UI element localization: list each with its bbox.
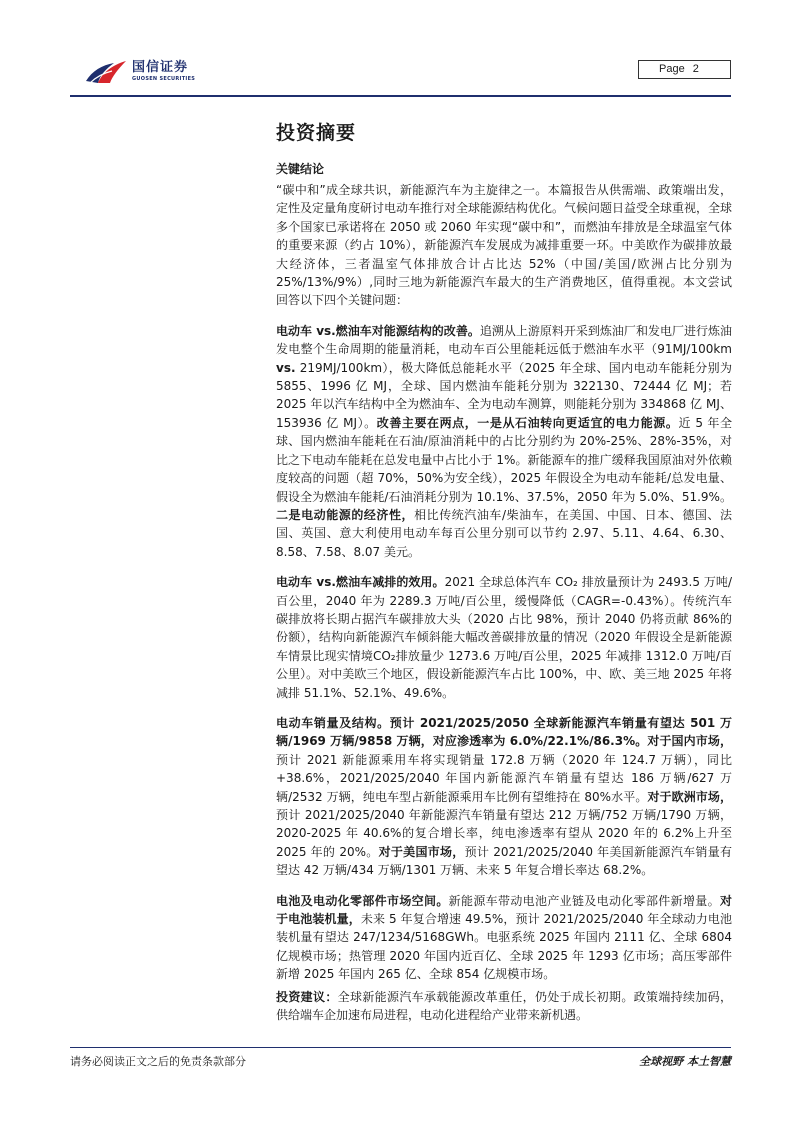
text-span: 219MJ/100km），极大降低总能耗水平（2025 年全球、国内电动车能耗分别为 5855、1996 亿 MJ，全球、国内燃油车能耗分别为 322130、72444 亿 MJ；若 2025 年以汽车结构中全为燃油车、全为电动车测算，则能耗分别为 334868 亿 MJ、153936 亿 MJ）。 — [276, 360, 732, 430]
footer-slogan: 全球视野 本土智慧 — [639, 1055, 731, 1068]
text-span: 近 5 年全球、国内燃油车能耗在石油/原油消耗中的占比分别约为 20%-25%、28%-35%，对比之下电动车能耗在总发电量中占比小于 1%。新能源车的推广缓释我国原油对外依赖度较高的问题（超 70%，50%为安全线），2025 年假设全为电动车能耗/总发电量、假设全为燃油车能耗/石油消耗分别为 10.1%、37.5%，2050 年为 5.0%、51.9%。 — [276, 415, 732, 504]
page-label: Page — [659, 63, 685, 75]
page-title: 投资摘要 — [276, 122, 357, 144]
battery-paragraph — [276, 892, 732, 984]
logo-cn-text: 国信证券 — [132, 59, 189, 75]
page-number-box — [638, 60, 731, 79]
emission-heading: 电动车 vs.燃油车减排的效用。 — [276, 575, 445, 590]
header-divider — [70, 95, 731, 97]
guosen-logo-icon — [84, 57, 128, 85]
text-span: 全球新能源汽车承载能源改革重任，仍处于成长初期。政策端持续加码，供给端车企加速布局进程，电动化进程给产业带来新机遇。 — [276, 989, 732, 1023]
intro-paragraph: “碳中和”成全球共识，新能源汽车为主旋律之一。本篇报告从供需端、政策端出发，定性及定量角度研讨电动车推行对全球能源结构优化。气候问题日益受全球重视，全球多个国家已承诺将在 2050 或 2060 年实现“碳中和”，而燃油车排放是全球温室气体的重要来源（约占 10%），新能源汽车发展成为减排重要一环。中美欧作为碳排放最大经济体，三者温室气体排放合计占比达 52%（中国/美国/欧洲占比分别为 25%/13%/9%）,同时三地为新能源汽车最大的生产消费地区，值得重视。本文尝试回答以下四个关键问题： — [276, 183, 733, 308]
main-content — [276, 118, 732, 1036]
text-span: 追溯从上游原料开采到炼油厂和发电厂进行炼油发电整个生命周期的能量消耗，电动车百公里能耗远低于燃油车水平（91MJ/100km — [276, 323, 732, 357]
text-span: vs. — [276, 360, 296, 375]
text-span: 相比传统汽油车/柴油车，在美国、中国、日本、德国、法国、英国、意大利使用电动车每百公里分别可以节约 2.97、5.11、4.64、6.30、8.58、7.58、8.07 美元。 — [276, 507, 732, 559]
company-logo — [84, 55, 204, 87]
sales-heading: 电动车销量及结构。预计 2021/2025/2050 全球新能源汽车销量有望达 501 万辆/1969 万辆/9858 万辆，对应渗透率为 6.0%/22.1%/86.3%。对于国内市场， — [276, 715, 732, 749]
text-span: 改善主要在两点，一是从石油转向更适宜的电力能源。 — [376, 415, 679, 430]
battery-heading: 电池及电动化零部件市场空间。 — [276, 893, 449, 908]
logo-en-text: GUOSEN SECURITIES — [132, 75, 196, 82]
text-span: 二是电动能源的经济性， — [276, 507, 415, 522]
emission-paragraph — [276, 573, 732, 702]
text-span: 对于欧洲市场， — [647, 789, 732, 804]
sales-paragraph — [276, 714, 732, 880]
page-number: 2 — [692, 63, 699, 75]
footer-disclaimer: 请务必阅读正文之后的免责条款部分 — [70, 1055, 246, 1068]
investment-advice-paragraph — [276, 988, 732, 1025]
text-span: 2021 全球总体汽车 CO₂ 排放量预计为 2493.5 万吨/百公里，2040 年为 2289.3 万吨/百公里，缓慢降低（CAGR=-0.43%）。传统汽车碳排放将长期占据汽车碳排放大头（2020 占比 98%，预计 2040 仍将贡献 86%的份额），结构向新能源汽车倾斜能大幅改善碳排放量的情况（2020 年假设全是新能源车情景比现实情境CO₂排放量少 1273.6 万吨/百公里，2025 年减排 1312.0 万吨/百公里）。对中美欧三个地区，假设新能源汽车占比 100%，中、欧、美三地 2025 年将减排 51.1%、52.1%、49.6%。 — [276, 575, 733, 700]
section-subtitle: 关键结论 — [276, 162, 325, 176]
text-span: 未来 5 年复合增速 49.5%，预计 2021/2025/2040 年全球动力电池装机量有望达 247/1234/5168GWh。电驱系统 2025 年国内 2111 亿、全球 6804 亿规模市场；热管理 2020 年国内近百亿、全球 2025 年 1293 亿市场；高压零部件新增 2025 年国内 265 亿、全球 854 亿规模市场。 — [276, 912, 732, 982]
text-span: 对于电池装机量， — [276, 893, 732, 927]
text-span: 对于美国市场， — [378, 844, 465, 859]
footer-divider — [70, 1047, 731, 1048]
text-span: 预计 2021/2025/2040 年新能源汽车销量有望达 212 万辆/752 万辆/1790 万辆，2020-2025 年 40.6%的复合增长率，纯电渗透率有望从 2020 年的 6.2%上升至 2025 年的 20%。 — [276, 808, 732, 859]
text-span: 新能源车带动电池产业链及电动化零部件新增量。 — [448, 893, 720, 908]
energy-structure-heading: 电动车 vs.燃油车对能源结构的改善。 — [276, 323, 480, 338]
energy-structure-paragraph — [276, 322, 732, 561]
text-span: 预计 2021 新能源乘用车将实现销量 172.8 万辆（2020 年 124.7 万辆），同比+38.6%，2021/2025/2040 年国内新能源汽车销量有望达 186 万辆/627 万辆/2532 万辆，纯电车型占新能源乘用车比例有望维持在 80%水平。 — [276, 752, 732, 804]
text-span: 预计 2021/2025/2040 年美国新能源汽车销量有望达 42 万辆/434 万辆/1301 万辆、未来 5 年复合增长率达 68.2%。 — [276, 844, 732, 878]
investment-advice-heading: 投资建议： — [276, 989, 338, 1004]
